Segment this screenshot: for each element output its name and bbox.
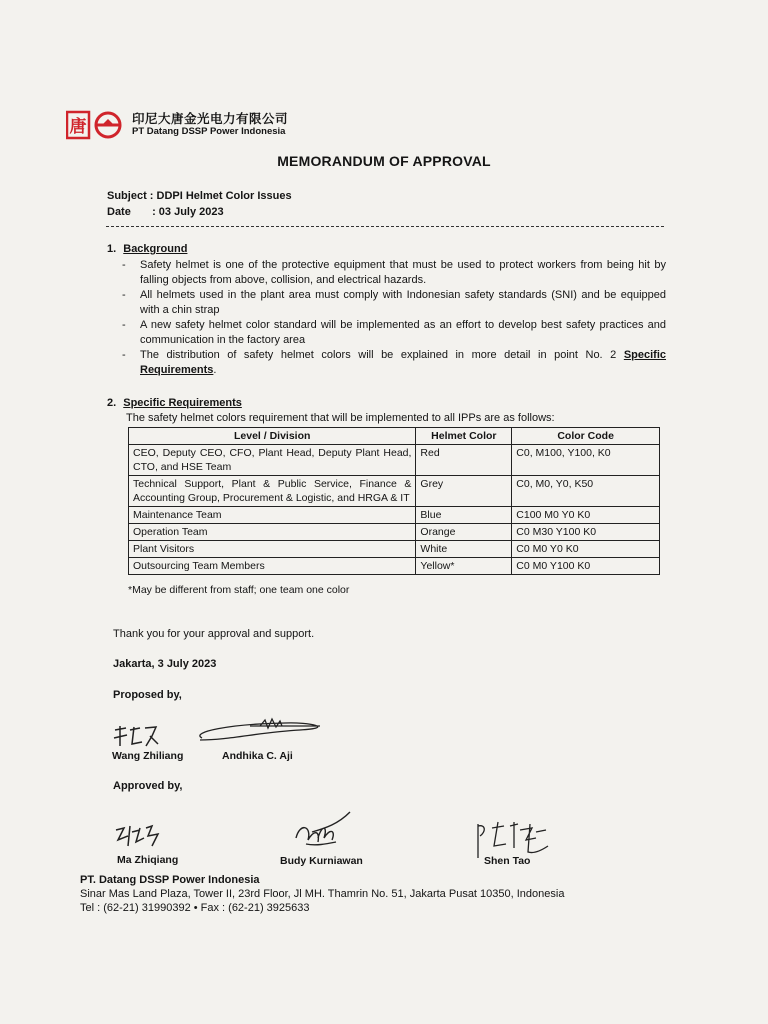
bullet-text: The distribution of safety helmet colors will be explained in more detail in point No. 2 (140, 349, 617, 361)
memo-title: MEMORANDUM OF APPROVAL (277, 153, 491, 169)
place-date: Jakarta, 3 July 2023 (113, 658, 217, 670)
table-row (129, 476, 660, 507)
helmet-color-cell: Grey (416, 476, 512, 507)
table-row (129, 541, 660, 558)
approver-name: Budy Kurniawan (280, 855, 363, 867)
requirements-number: 2. (107, 397, 117, 409)
footer-address: Sinar Mas Land Plaza, Tower II, 23rd Floor, Jl MH. Thamrin No. 51, Jakarta Pusat 10350, Indonesia (80, 888, 565, 900)
level-cell: Maintenance Team (129, 507, 416, 524)
header-divider (106, 226, 664, 227)
background-title: Background (123, 243, 188, 255)
list-item: - The distribution of safety helmet colors will be explained in more detail in point No. 2 Specific Requirements. (122, 349, 667, 376)
signature-andhika-aji (190, 718, 340, 748)
thanks-text: Thank you for your approval and support. (113, 628, 315, 640)
proposer-name: Andhika C. Aji (222, 750, 293, 762)
requirements-title: Specific Requirements (123, 397, 242, 409)
date-label: Date (107, 206, 131, 218)
color-code-cell: C0, M0, Y0, K50 (512, 476, 660, 507)
list-item: - A new safety helmet color standard will be implemented as an effort to develop best safety practices and communication in the factory area (122, 319, 666, 346)
table-row (129, 558, 660, 575)
date-value: : 03 July 2023 (152, 206, 224, 218)
list-item: - All helmets used in the plant area must comply with Indonesian safety standards (SNI) and be equipped with a chin strap (122, 289, 666, 316)
color-code-cell: C0, M100, Y100, K0 (512, 445, 660, 476)
level-cell: Plant Visitors (129, 541, 416, 558)
table-row (129, 524, 660, 541)
company-header (66, 110, 288, 140)
subject-value: DDPI Helmet Color Issues (156, 190, 292, 202)
helmet-color-cell: Orange (416, 524, 512, 541)
helmet-color-table (128, 427, 660, 575)
approver-name: Shen Tao (484, 855, 531, 867)
bullet-text: All helmets used in the plant area must comply with Indonesian safety standards (SNI) and be equipped with a chin strap (140, 289, 666, 316)
list-item: - Safety helmet is one of the protective equipment that must be used to protect workers from being hit by falling objects from above, collision, and electrical hazards. (122, 259, 666, 286)
column-header: Level / Division (129, 428, 416, 445)
table-row (129, 445, 660, 476)
column-header: Helmet Color (416, 428, 512, 445)
footer-company: PT. Datang DSSP Power Indonesia (80, 874, 260, 886)
company-name-cn: 印尼大唐金光电力有限公司 (132, 111, 289, 127)
logo-glyph: 唐 (69, 117, 87, 137)
level-cell: Operation Team (129, 524, 416, 541)
subject-label: Subject : (107, 190, 154, 202)
color-code-cell: C100 M0 Y0 K0 (512, 507, 660, 524)
background-heading (107, 243, 187, 255)
footer (80, 873, 564, 915)
approver-name: Ma Zhiqiang (117, 854, 179, 866)
signature-wang-zhiliang (112, 722, 162, 752)
background-number: 1. (107, 243, 117, 255)
color-code-cell: C0 M0 Y100 K0 (512, 558, 660, 575)
color-code-cell: C0 M0 Y0 K0 (512, 541, 660, 558)
level-cell: Technical Support, Plant & Public Service, Finance & Accounting Group, Procurement & Logistic, and HRGA & IT (129, 476, 416, 507)
helmet-color-cell: Blue (416, 507, 512, 524)
date-line (107, 206, 224, 218)
bullet-text: A new safety helmet color standard will be implemented as an effort to develop best safety practices and communication in the factory area (140, 319, 666, 346)
column-header: Color Code (512, 428, 660, 445)
background-bullets (122, 258, 666, 378)
company-name-en: PT Datang DSSP Power Indonesia (132, 125, 286, 137)
specific-requirements-reference: Specific Requirements (140, 349, 667, 376)
level-cell: Outsourcing Team Members (129, 558, 416, 575)
signature-ma-zhiqiang (114, 822, 162, 852)
level-cell: CEO, Deputy CEO, CFO, Plant Head, Deputy Plant Head, CTO, and HSE Team (129, 445, 416, 476)
bullet-text: Safety helmet is one of the protective equipment that must be used to protect workers from being hit by falling objects from above, collision, and electrical hazards. (140, 259, 666, 286)
subject-line (107, 190, 292, 202)
company-logo-icon (66, 110, 124, 140)
bullet-suffix: . (213, 363, 217, 376)
helmet-color-cell: Yellow* (416, 558, 512, 575)
helmet-color-cell: White (416, 541, 512, 558)
helmet-color-cell: Red (416, 445, 512, 476)
approved-by-label: Approved by, (113, 780, 183, 792)
requirements-intro: The safety helmet colors requirement that will be implemented to all IPPs are as follows: (126, 412, 555, 424)
requirements-heading (107, 397, 242, 409)
proposer-name: Wang Zhiliang (112, 750, 184, 762)
footer-contact: Tel : (62-21) 31990392 • Fax : (62-21) 3925633 (80, 902, 310, 914)
signature-budy-kurniawan (292, 808, 356, 854)
table-header-row (129, 428, 660, 445)
table-row (129, 507, 660, 524)
color-code-cell: C0 M30 Y100 K0 (512, 524, 660, 541)
table-footnote: *May be different from staff; one team one color (128, 584, 350, 596)
proposed-by-label: Proposed by, (113, 689, 182, 701)
